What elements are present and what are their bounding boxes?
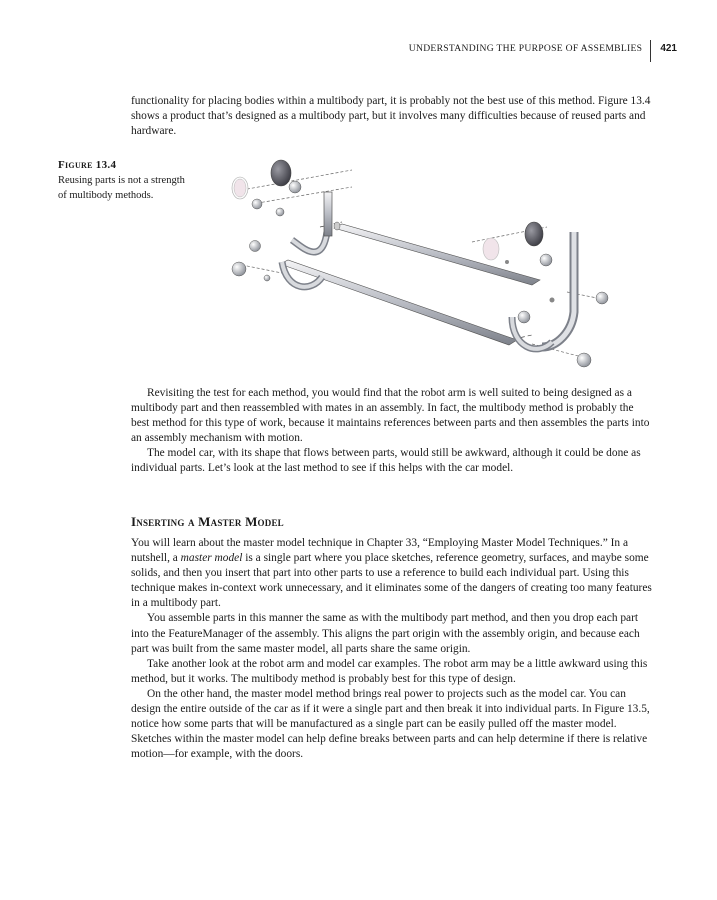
text-run: You will learn about the master model technique in Chapter 33, “Employing Master Model Techniques.” In a nutshell, a bbox=[131, 537, 629, 565]
disc-pink-left bbox=[234, 179, 246, 197]
section-text-1 bbox=[131, 386, 653, 477]
dark-disc-left bbox=[271, 160, 291, 186]
figure-label: Figure 13.4 bbox=[58, 159, 117, 171]
towel-bar-exploded-figure bbox=[212, 152, 622, 377]
paragraph: On the other hand, the master model method brings real power to projects such as the model car. You can design the entire outside of the car as if it were a single part and then break it into individual parts. In Figure 13.5, notice how some parts that will be manufactured as a single part can be easily pulled off the master model. Sketches within the master model can help define breaks between parts and can help determine if there is relative motion—for example, with the doors. bbox=[131, 687, 650, 761]
section-text-2 bbox=[131, 536, 653, 762]
page-header bbox=[409, 40, 677, 64]
running-title: UNDERSTANDING THE PURPOSE OF ASSEMBLIES bbox=[408, 43, 643, 54]
intro-paragraph-block bbox=[131, 94, 653, 139]
paragraph: Revisiting the test for each method, you would find that the robot arm is well suited to being designed as a multibody part and then reassembled with mates in an assembly. In fact, the multibody method is probably the best method for this type of work, because it maintains references between parts and then assembles the parts into an assembly mechanism with motion. bbox=[131, 387, 650, 445]
section-heading-text: Inserting a Master Model bbox=[131, 514, 284, 529]
figure-caption-text: Reusing parts is not a strength of multibody methods. bbox=[58, 175, 185, 201]
paragraph: Take another look at the robot arm and model car examples. The robot arm may be a little awkward using this method, but it works. The multibody method is probably best for this type of design. bbox=[131, 657, 648, 685]
section-heading bbox=[131, 514, 284, 530]
figure-caption bbox=[58, 158, 188, 203]
dark-disc-right bbox=[525, 222, 543, 246]
emphasis-term: master model bbox=[180, 552, 243, 565]
paragraph: You assemble parts in this manner the same as with the multibody part method, and then you drop each part into the FeatureManager of the assembly. This aligns the part origin with the assembly origin, and because each part was built from the same master model, all parts share the same origin. bbox=[131, 612, 640, 655]
text-run: is a single part where you place sketches, reference geometry, surfaces, and maybe some solids, and then you insert that part into other parts to use a reference to build each individual part. Using this technique makes in-context work unnecessary, and it eliminates some of the dangers of creating too many features in a multibody part. bbox=[131, 552, 652, 610]
paragraph bbox=[131, 536, 653, 611]
intro-paragraph: functionality for placing bodies within a multibody part, it is probably not the best use of this method. Figure 13.4 shows a product that’s designed as a multibody part, but it involves many difficulties because of reused parts and hardware. bbox=[131, 95, 651, 138]
page-number: 421 bbox=[660, 43, 677, 54]
paragraph: The model car, with its shape that flows between parts, would still be awkward, although it could be done as individual parts. Let’s look at the last method to see if this helps with the car model. bbox=[131, 447, 641, 475]
disc-pink-right bbox=[483, 238, 499, 260]
